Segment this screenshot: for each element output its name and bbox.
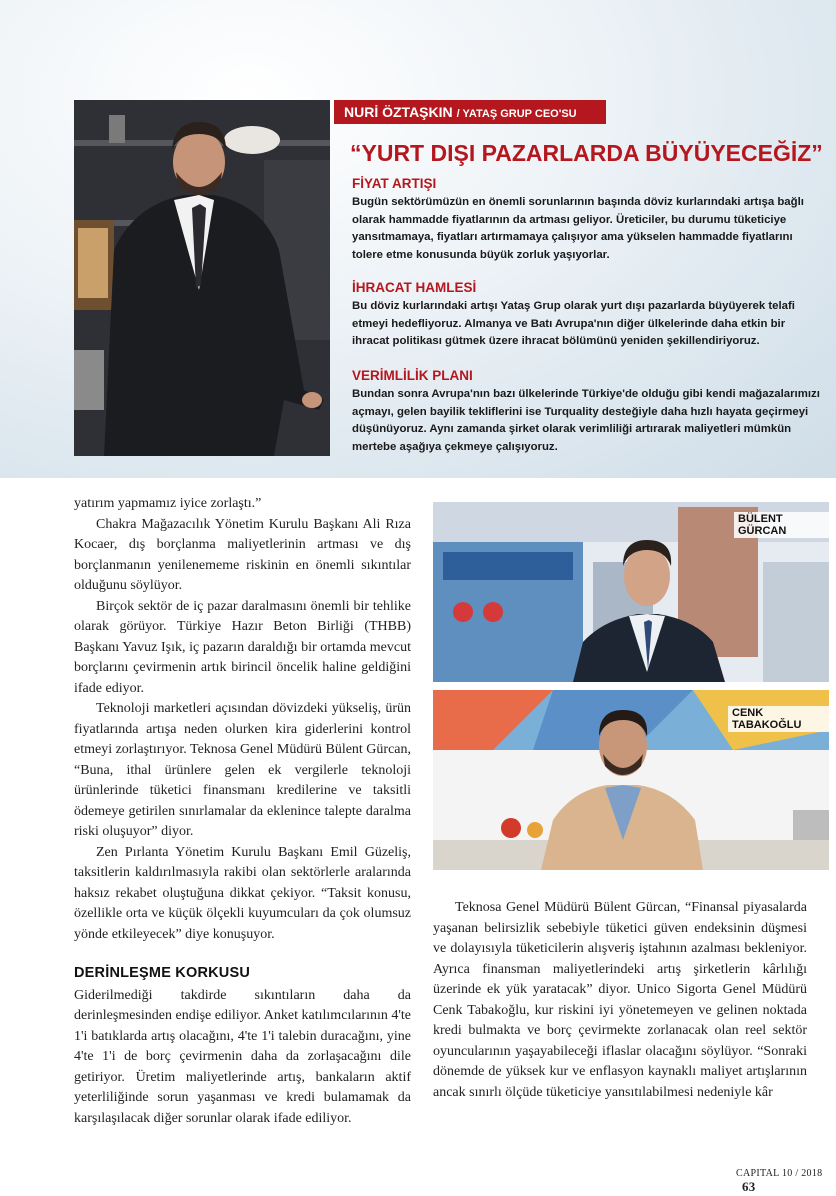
paragraph: Chakra Mağazacılık Yönetim Kurulu Başkanı Ali Rıza Kocaer, dış borçlanma maliyetlerinin artması ve dış borçlanmanın yenilenememe riskinin en önemli sıkıntılar olduğunu söylüyor. [74,516,411,593]
page-number: 63 [742,1179,756,1194]
page-footer [736,1168,836,1195]
interview-headline: “YURT DIŞI PAZARLARDA BÜYÜYECEĞİZ” [350,140,823,166]
subheading: DERİNLEŞME KORKUSU [74,965,250,981]
magazine-name: CAPITAL [736,1168,780,1179]
interviewee-name: NURİ ÖZTAŞKIN [344,104,453,120]
ceo-photo [74,100,330,456]
left-column [74,494,411,1129]
paragraph: Giderilmediği takdirde sıkıntıların daha da derinleşmesinden endişe ediliyor. Anket katılımcılarının 4'te 1'i batıklarda artış olacağını, 4'te 1'i talebin duracağını, yine 4'te 1'i de borç çevirmenin daha da zorlaşacağını dile getiriyor. Üretim maliyetlerinde artış, bankaların aktif yeterliliğinde sorun yaşanması ve kredi bulamamak da karşılaşılacak diğer sorunlar olarak ifade ediliyor. [74,987,411,1126]
right-column [433,898,807,1103]
section-heading-price: FİYAT ARTIŞI [352,176,437,191]
paragraph: Teknoloji marketleri açısından dövizdeki yükseliş, ürün fiyatlarında artışa neden olurken kira giderlerini kontrol etmeyi zorlaştırıyor. Teknosa Genel Müdürü Bülent Gürcan, “Buna, ithal ürünlere gelen ek vergilerle teknoloji ürünlerinde tüketici finansmanı kredilerine ve taksitli ödemeye getirilen sınırlamalar da eklenince talepte daralma riski oluşuyor” diyor. [74,701,412,839]
paragraph: Birçok sektör de iç pazar daralmasını önemli bir tehlike olarak görüyor. Türkiye Hazır Beton Birliği (THBB) Başkanı Yavuz Işık, iç pazarın daraldığı bir ortamda mevcut borçlarını çevirmenin artık birincil öncelik haline geldiğini ifade ediyor. [74,598,411,696]
photo-caption-gurcan: BÜLENT GÜRCAN [734,512,836,538]
paragraph: Zen Pırlanta Yönetim Kurulu Başkanı Emil Güzeliş, taksitlerin kaldırılmasıyla rakibi olan sektörlerle aralarında haksız rekabet oluştuğuna dikkat çekiyor. “Taksit konusu, özellikle orta ve küçük ölçekli kuyumcuları da çok olumsuz yönde etkileyecek” diye konuşuyor. [74,844,411,942]
interviewee-title: / YATAŞ GRUP CEO'SU [456,108,577,120]
section-text-export: Bu döviz kurlarındaki artışı Yataş Grup olarak yurt dışı pazarlarda büyüyerek telafi etmeyi hedefliyoruz. Almanya ve Batı Avrupa'nın diğer ülkelerinde daha etkin bir ihracat politikası gütmek üzere ihracat bölümünü yeniden şekillendiriyoruz. [352,300,795,347]
section-text-efficiency: Bundan sonra Avrupa'nın bazı ülkelerinde Türkiye'de olduğu gibi kendi mağazalarımızı açmayı, gelen bayilik tekliflerini ise Turquality desteğiyle daha hızlı hayata geçirmeyi düşünüyoruz. Aynı zamanda şirket olarak verimliliği artırarak maliyetleri mümkün mertebe aşağıya çekmeye çalışıyoruz. [352,388,820,453]
paragraph: yatırım yapmamız iyice zorlaştı.” [74,496,262,511]
section-heading-efficiency: VERİMLİLİK PLANI [352,368,473,383]
section-heading-export: İHRACAT HAMLESİ [352,280,477,295]
paragraph: Teknosa Genel Müdürü Bülent Gürcan, “Finansal piyasalarda yaşanan belirsizlik sebebiyle tüketici güven endeksinin düşmesi ve dolayısıyla tüketicilerin alışveriş iştahının azalması bekleniyor. Ayrıca finansman maliyetlerindeki artış şirketlerin kârlılığı üzerinde ek yük yaratacak” diyor. Unico Sigorta Genel Müdürü Cenk Tabakoğlu, kur riskini iyi yönetemeyen ve gelinen noktada kredi bulmakta ve borç çevirmekte zorlanacak olan reel sektör oyuncularının yaşayabileceği iflaslar olacağını söylüyor. “Sonraki dönemde de yüksek kur ve enflasyon kaynaklı maliyet artışlarının ancak sınırlı ölçüde tüketiciye yansıtılabilmesi nedeniyle kâr [433,900,807,1100]
interviewee-name-bar [334,100,606,124]
photo-caption-tabakoglu: CENK TABAKOĞLU [728,706,836,732]
issue-date: 10 / 2018 [781,1168,823,1179]
section-text-price: Bugün sektörümüzün en önemli sorunlarının başında döviz kurlarındaki artışa bağlı olarak hammadde fiyatlarının da artması geliyor. Üreticiler, bu durumu tüketiciye yansıtmamaya, fiyatları artırmamaya çalışıyor ama yükselen hammadde fiyatlarını tolere etme konusunda büyük zorluk yaşıyorlar. [352,196,804,261]
